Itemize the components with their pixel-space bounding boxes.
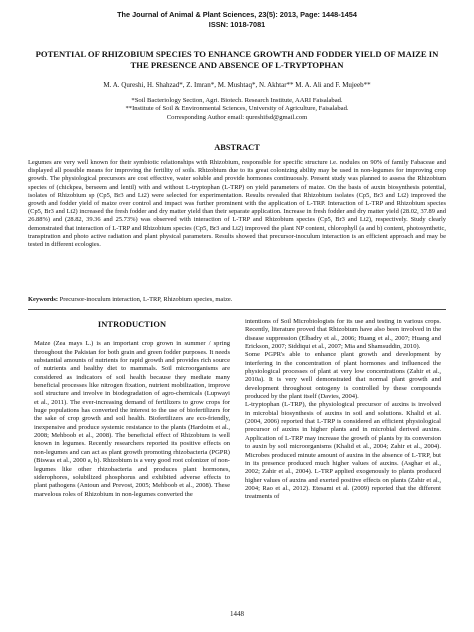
introduction-heading: INTRODUCTION [97,320,167,329]
corresponding-author: Corresponding Author email: qureshifsd@gmail.com [166,113,308,121]
affiliation-1: *Soil Bacteriology Section, Agri. Biotech. Research Institute, AARI Faisalabad. [131,97,343,104]
keywords [28,296,446,304]
intro-paragraph-3: Some PGPR's able to enhance plant growth and development by interfering in the concentration of plant hormones and influenced the physiological processes of plant at very low concentrations (Zahir et al., 2010a). It is very well demonstrated that normal plant growth and development throughout ontogeny is controlled by these compounds produced by the plant itself (Davies, 2004). [245,351,441,401]
journal-citation: The Journal of Animal & Plant Sciences, 23(5): 2013, Page: 1448-1454 [117,10,357,19]
affiliations [28,97,446,122]
intro-paragraph-4: L-tryptophan (L-TRP), the physiological precursor of auxins is involved in microbial biosynthesis of auxins in soil and solutions. Khalid et al. (2004, 2006) reported that L-TRP is considered an efficient physiological precursor of auxins in higher plants and in microbial derived auxins. Application of L-TRP may increase the growth of plants by its conversion to auxin by soil microorganisms (Khalid et al., 2004; Zahir et al., 2004). Microbes produced minute amount of auxins in the absence of L-TRP, but in its presence produced much higher values of auxins. (Asghar et al., 2002; Zahir et al., 2004). L-TRP applied exogenously to plants produced higher values of auxins and exerted positive effects on plants (Zahir et al., 2004; Rao et al., 2012). Etesami et al. (2009) reported that the different treatments of [245,401,441,501]
journal-header [0,10,474,29]
journal-issn: ISSN: 1018-7081 [208,19,266,29]
paper-title: POTENTIAL OF RHIZOBIUM SPECIES TO ENHANCE GROWTH AND FODDER YIELD OF MAIZE IN THE PRESENCE AND ABSENCE OF L-TRYPTOPHAN [35,49,439,70]
left-column [34,318,230,499]
author-list: M. A. Qureshi, H. Shahzad*, Z. Imran*, M. Mushtaq*, N. Akhtar** M. A. Ali and F. Mujeeb** [103,81,371,89]
abstract-heading: ABSTRACT [214,143,260,152]
abstract-text: Legumes are very well known for their symbiotic relationships with Rhizobium, responsible for specific structure i.e. nodules on 90% of family Fabaceae and displayed all possible means for improving the fertility of soils. Rhizobium due to its great colonizing ability may be used in non-legumes for improving crop growth. The physiological precursors are cost effective, water soluble and provide hormones continuously. Present study was planned to assess the Rhizobium species of (chickpea, berseem and lentil) with and without L-tryptophan (L-TRP) on yield parameters of maize. On the basis of auxin biosynthesis potential, isolates of Rhizobium sp (Cp5, Br3 and Lt2) were selected for experimentation. Results revealed that Rhizobium isolates (Cp5, Br3 and Lt2) improved the growth and fodder yield of maize over control and impact was further prominent with the application of L-TRP. Interaction of L-TRP and Rhizobium species (Cp5, Br3 and Lt2) increased the fresh fodder and dry matter yield than their separate application. Increase in fresh fodder and dry matter yield (28.02, 37.89 and 26.88%) and (28.82, 39.36 and 25.73%) was observed with interaction of L-TRP and Rhizobium species (Cp5, Br3 and Lt2), respectively. Study clearly demonstrated that interaction of L-TRP and Rhizobium species (Cp5, Br3 and Lt2) improved the plant NP content, chlorophyll (a and b) content, photosynthetic, transpiration and photo active radiation and plant physical parameters. Results showed that precursor-inoculum interaction is an efficient approach and may be tested in different ecologies. [28,159,446,249]
section-divider [28,309,446,310]
affiliation-2: **Institute of Soil & Environmental Sciences, University of Agriculture, Faisalabad. [125,105,349,113]
keywords-label: Keywords: [28,296,59,303]
intro-paragraph-2: intentions of Soil Microbiologists for its use and testing in various crops. Recently, literature proved that Rhizobium have also been involved in the disease suppression (Elbadry et al., 2006; Huang et al., 2007; Huang and Erickson, 2007; Siddiqui et al., 2007; Mia and Shamsuddin, 2010). [245,318,441,351]
intro-paragraph-1: Maize (Zea mays L.) is an important crop grown in summer / spring throughout the Pakistan for both grain and green fodder purposes. It needs substantial amounts of nutrients for rapid growth and provides rich source of nutrients and healthy diet to mammals. Soil microorganisms are considered as indicators of soil health because they mediate many beneficial processes like nitrogen fixation, nutrient mobilization, improve soil structure and involve in biodegradation of agro-chemicals (Lupwayi et al., 2011). The ever-increasing demand of fertilizers to grow crops for huge populations has converted the interest to the use of biofertilizers for the sake of crop growth and soil health. Biofertilizers are eco-friendly, inexpensive and produce systemic resistance to the plants (Hardoim et al., 2008; Mehboob et al., 2008). The beneficial effect of Rhizobium is well known in legumes. Recently researchers reported its positive effects on non-legumes and can act as plant growth promoting rhizobacteria (PGPR) (Biswas et al., 2000 a, b). Rhizobium is a very good root colonizer of non-legumes like other rhizobacteria and produces plant hormones, siderophores, solubilized phosphorus and exhibited adverse effects to plant pathogens (Antoun and Prevost, 2005; Mehboob et al., 2008). These marvelous roles of Rhizobium in non-legumes converted the [34,340,230,498]
right-column [245,318,441,502]
keywords-text: Precursor-inoculum interaction, L-TRP, Rhizobium species, maize. [59,296,233,303]
page-number: 1448 [230,610,244,618]
